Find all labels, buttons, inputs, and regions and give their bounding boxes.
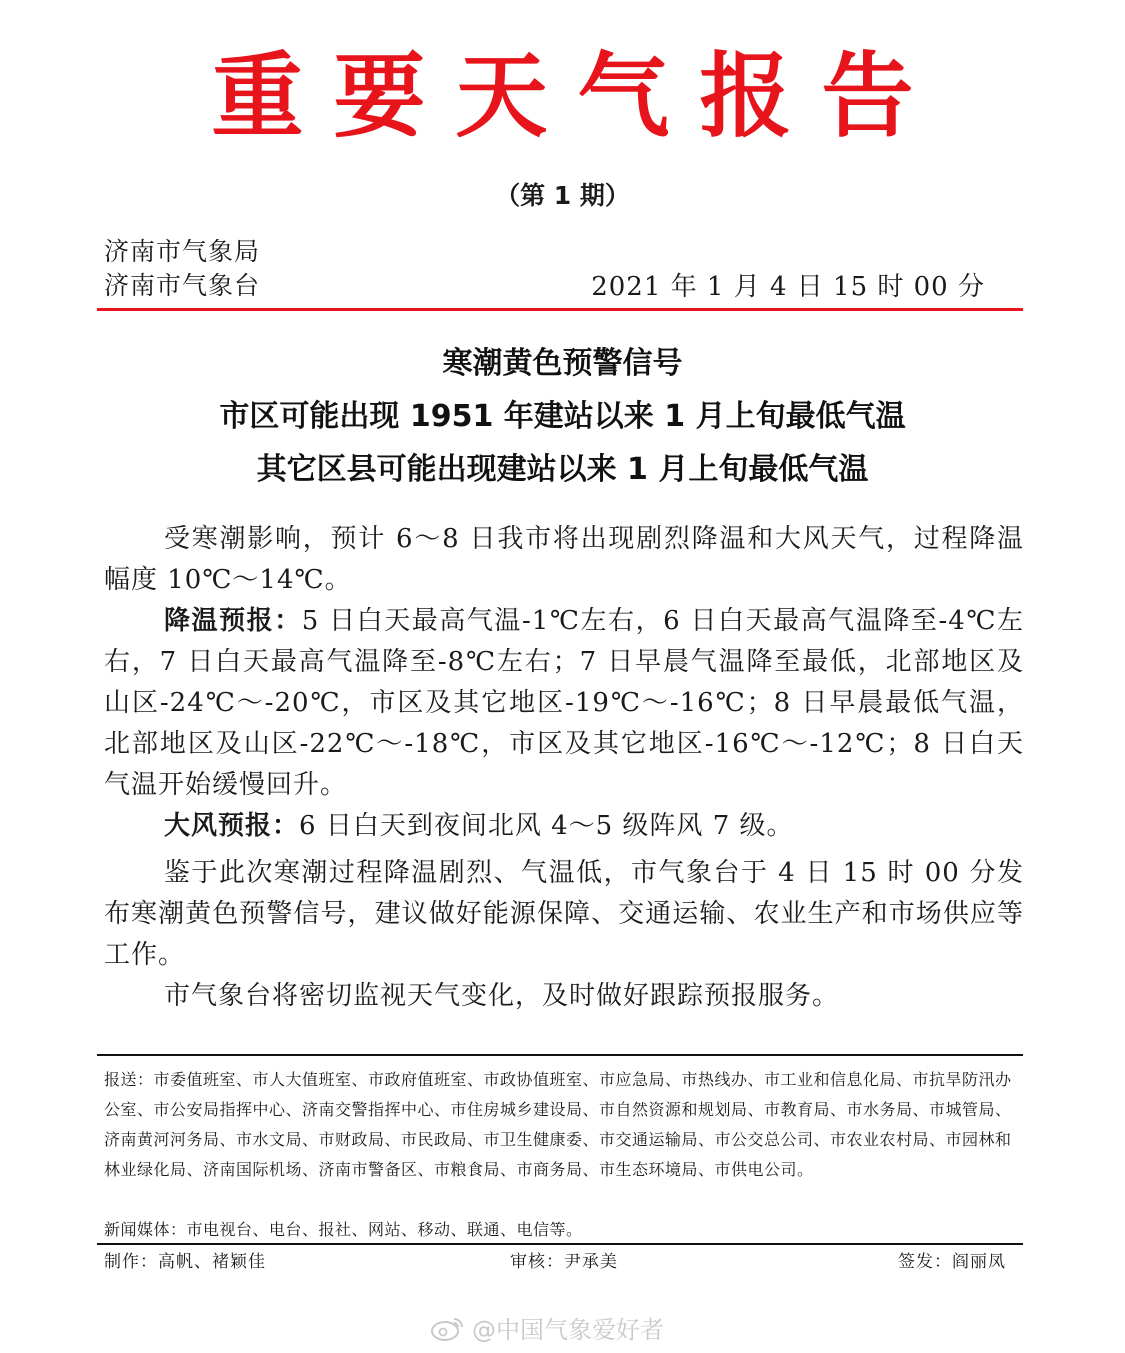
paragraph-cooling-forecast [104, 601, 1024, 806]
report-title: 重要天气报告 [211, 43, 944, 150]
weibo-logo-icon [430, 1315, 466, 1341]
paragraph-wind-forecast [104, 806, 1024, 847]
paragraph-intro: 受寒潮影响，预计 6～8 日我市将出现剧烈降温和大风天气，过程降温幅度 10℃～14℃。 [104, 524, 1024, 595]
wind-forecast-label: 大风预报： [164, 811, 300, 841]
distribution-bottom-rule [97, 1243, 1023, 1245]
warning-heading: 寒潮黄色预警信号 [442, 346, 683, 381]
issue-number: （第 1 期） [495, 181, 630, 210]
signed-by: 签发：阎丽凤 [898, 1252, 1006, 1272]
paragraph-advice: 鉴于此次寒潮过程降温剧烈、气温低，市气象台于 4 日 15 时 00 分发布寒潮黄色预警信号，建议做好能源保障、交通运输、农业生产和市场供应等工作。 [104, 858, 1024, 970]
issuer-bureau: 济南市气象局 [104, 237, 261, 266]
wind-forecast-text: 6 日白天到夜间北风 4～5 级阵风 7 级。 [299, 811, 794, 841]
watermark [430, 1310, 664, 1345]
subheading-counties: 其它区县可能出现建站以来 1 月上旬最低气温 [256, 452, 869, 487]
watermark-text: @中国气象爱好者 [472, 1316, 664, 1344]
distribution-top-rule [97, 1054, 1023, 1056]
header-divider [97, 308, 1023, 311]
made-by: 制作：高帆、褚颖佳 [104, 1252, 266, 1272]
paragraph-monitoring: 市气象台将密切监视天气变化，及时做好跟踪预报服务。 [164, 981, 840, 1011]
subheading-city: 市区可能出现 1951 年建站以来 1 月上旬最低气温 [219, 399, 906, 434]
distribution-media: 新闻媒体：市电视台、电台、报社、网站、移动、联通、电信等。 [104, 1220, 583, 1239]
distribution-recipients: 报送：市委值班室、市人大值班室、市政府值班室、市政协值班室、市应急局、市热线办、市工业和信息化局、市抗旱防汛办公室、市公安局指挥中心、济南交警指挥中心、市住房城乡建设局、市自然资源和规划局、市教育局、市水务局、市城管局、济南黄河河务局、市水文局、市财政局、市民政局、市卫生健康委、市交通运输局、市公交总公司、市农业农村局、市园林和林业绿化局、济南国际机场、济南市警备区、市粮食局、市商务局、市生态环境局、市供电公司。 [104, 1070, 1012, 1179]
cooling-forecast-label: 降温预报： [164, 606, 302, 636]
issuer-observatory: 济南市气象台 [104, 271, 261, 300]
reviewed-by: 审核：尹承美 [510, 1252, 618, 1272]
cooling-forecast-text: 5 日白天最高气温-1℃左右，6 日白天最高气温降至-4℃左右，7 日白天最高气温降至-8℃左右；7 日早晨气温降至最低，北部地区及山区-24℃～-20℃，市区及其它地区-19℃～-16℃；8 日早晨最低气温，北部地区及山区-22℃～-18℃，市区及其它地区-16℃～-12℃；8 日白天气温开始缓慢回升。 [104, 606, 1024, 800]
issue-datetime: 2021 年 1 月 4 日 15 时 00 分 [591, 272, 985, 302]
